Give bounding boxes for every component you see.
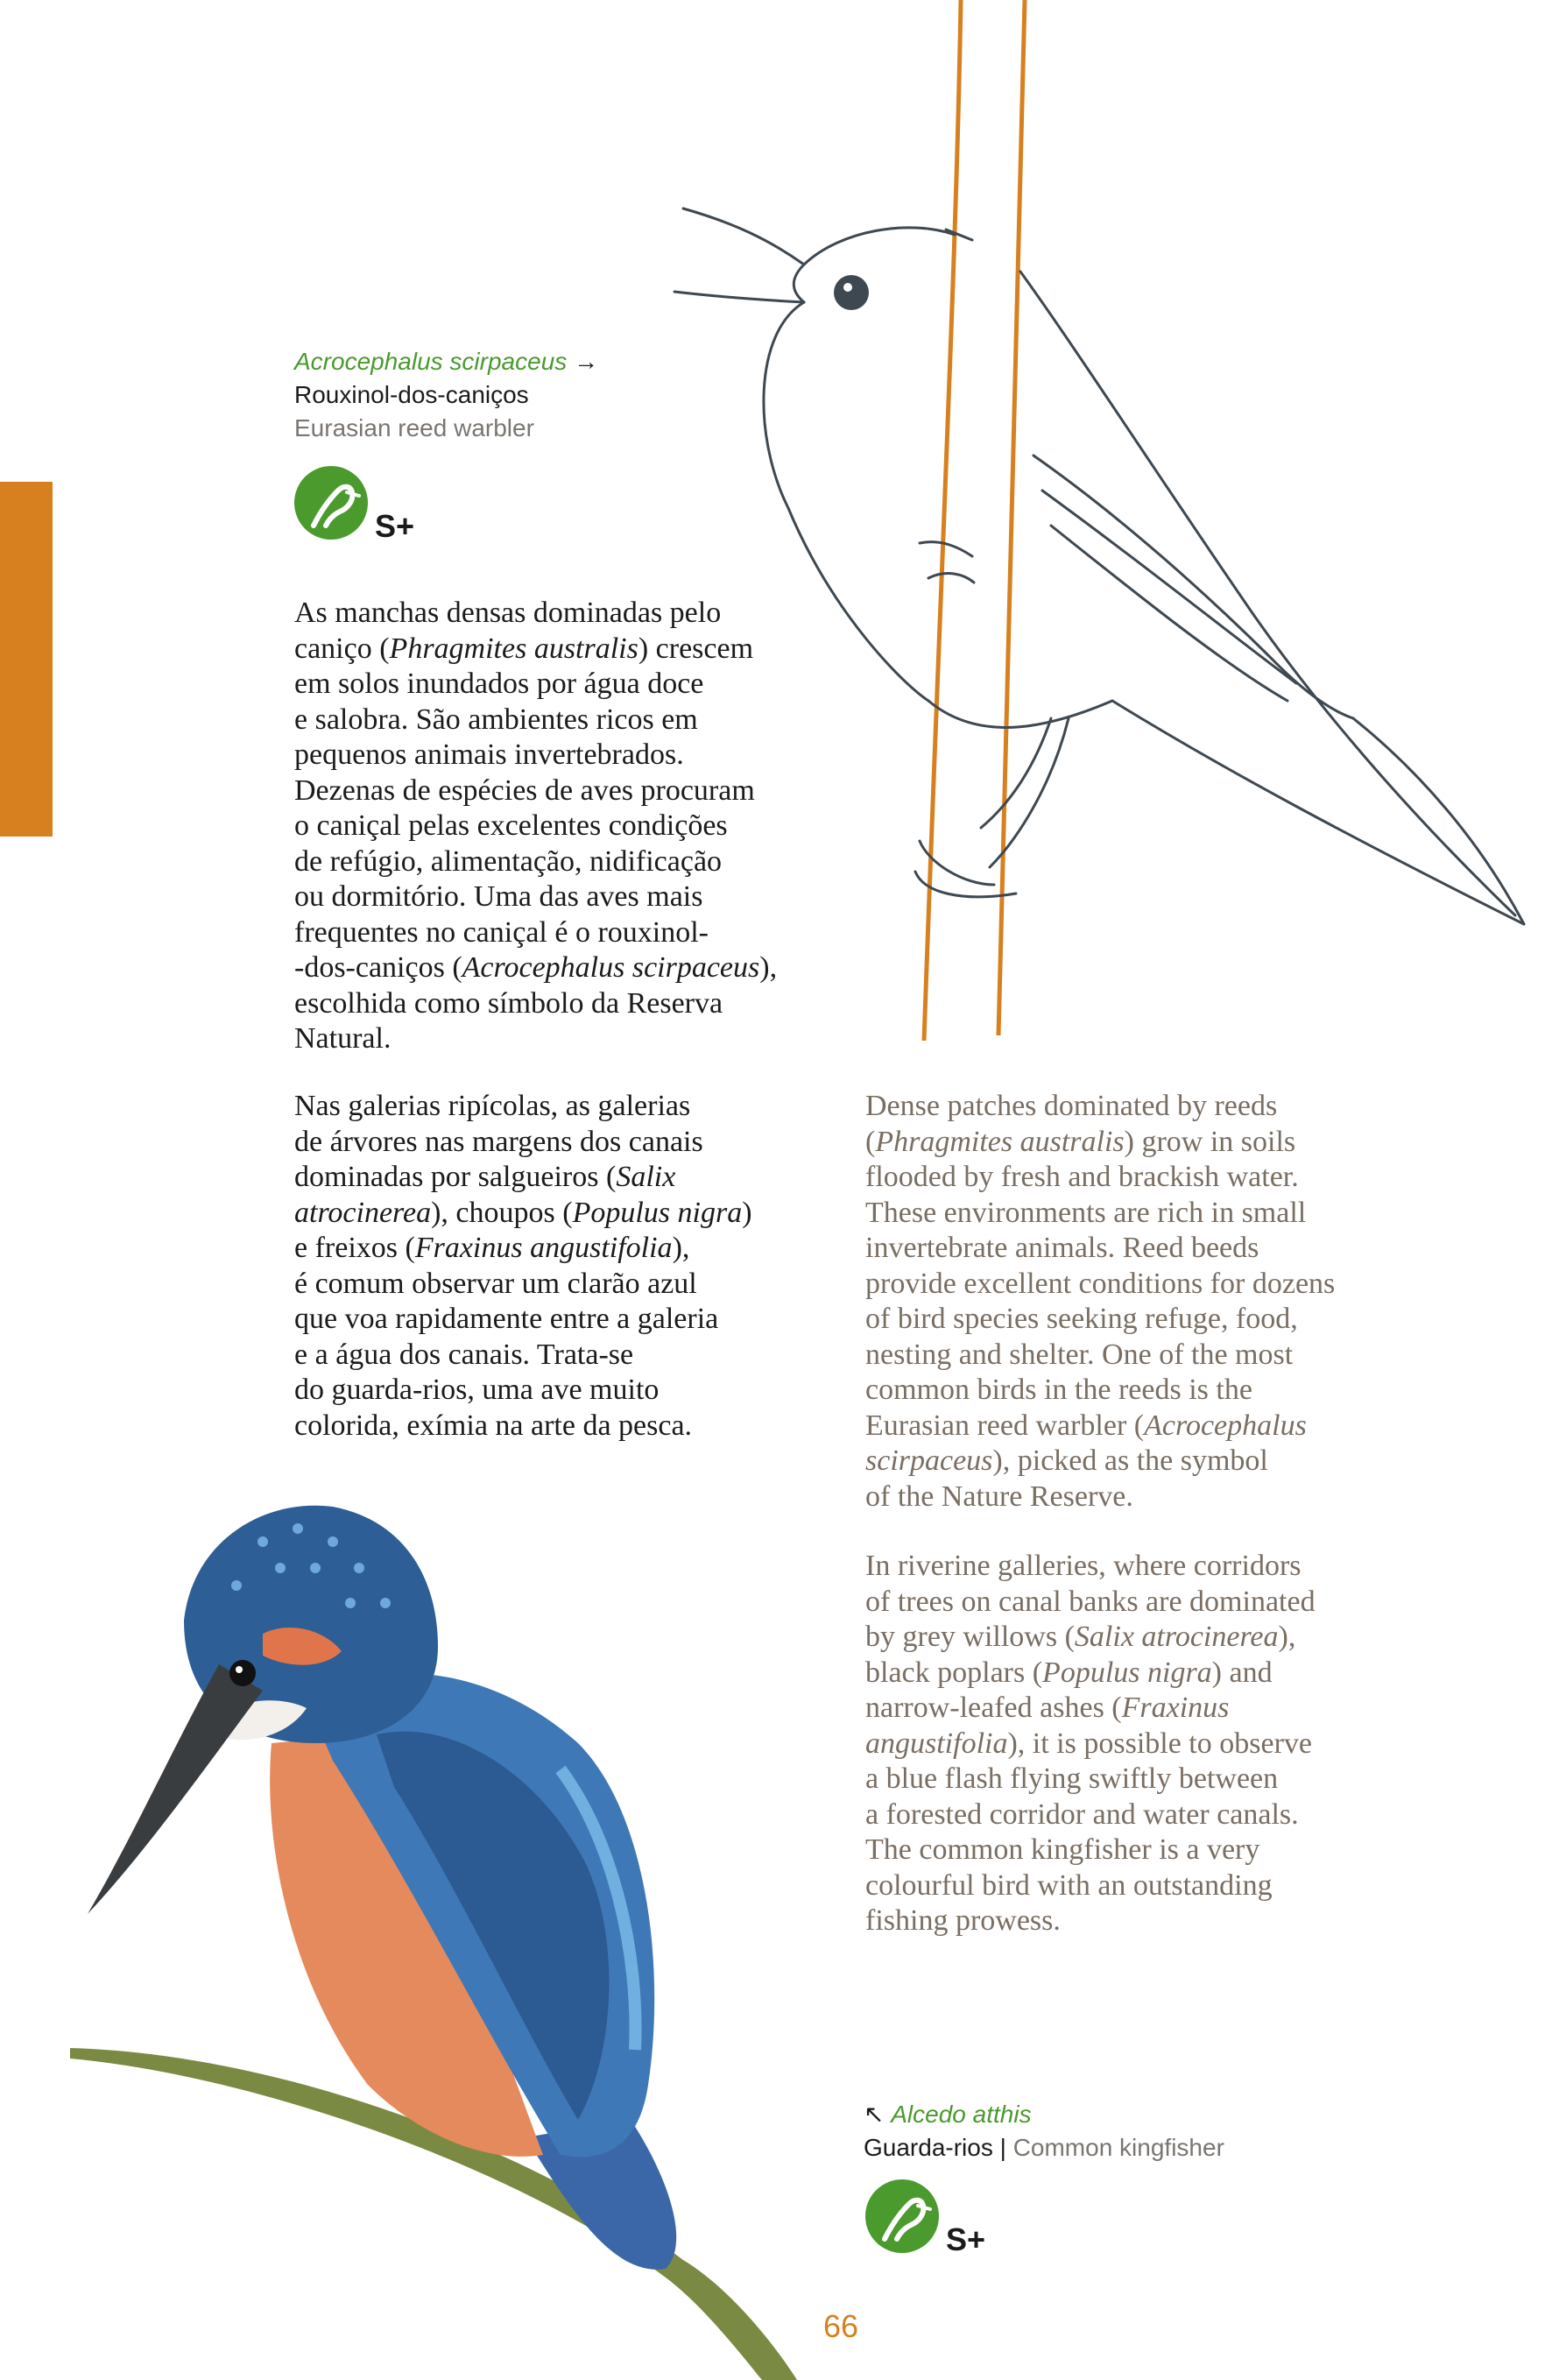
- warbler-english-name: Eurasian reed warbler: [294, 414, 534, 441]
- page-number: 66: [823, 2308, 859, 2344]
- text-run: ), it is possible to observe a blue flash flying swiftly between a forested corridor and water canals. The common kingfisher is a very colourful bird with an outstanding fishing prowess.: [865, 1727, 1312, 1937]
- text-run: Phragmites australis: [875, 1125, 1125, 1158]
- text-run: Fraxinus angustifolia: [865, 1691, 1230, 1760]
- text-run: ), escolhida como símbolo da Reserva Natural.: [294, 951, 778, 1055]
- stork-icon: [865, 2179, 939, 2253]
- text-run: Salix atrocinerea: [294, 1161, 676, 1229]
- stork-icon: [294, 466, 368, 540]
- text-run: ), picked as the symbol of the Nature Reserve.: [865, 1444, 1268, 1513]
- text-run: Phragmites australis: [389, 632, 638, 665]
- kingfisher-status-badge: [865, 2179, 986, 2257]
- text-run: ), é comum observar um clarão azul que voa rapidamente entre a galeria e a água dos canais. Trata-se do guarda-rios, uma ave muito colorida, exímia na arte da pesca.: [294, 1232, 719, 1442]
- text-run: In riverine galleries, where corridors of trees on canal banks are dominated by grey willows (: [865, 1550, 1316, 1653]
- warbler-status-label: S+: [375, 508, 415, 544]
- warbler-scientific-name: Acrocephalus scirpaceus: [294, 348, 568, 375]
- text-run: Populus nigra: [572, 1196, 743, 1229]
- text-run: Acrocephalus scirpaceus: [865, 1409, 1307, 1477]
- en-paragraph-2: [865, 1549, 1478, 1939]
- kingfisher-illustration: [0, 1489, 963, 2380]
- kingfisher-caption: [864, 2098, 1224, 2165]
- warbler-portuguese-name: Rouxinol-dos-caniços: [294, 381, 529, 408]
- pt-paragraph-1: [294, 596, 837, 1057]
- warbler-caption: [294, 345, 598, 445]
- en-paragraph-1: [865, 1089, 1478, 1515]
- text-run: ) crescem em solos inundados por água doce e salobra. São ambientes ricos em pequenos animais invertebrados. Dezenas de espécies de aves procuram o caniçal pelas excelentes condições de refúgio, alimentação, nidificação ou dormitório. Uma das aves mais frequentes no caniçal é o rouxinol- -dos-caniços (: [294, 632, 755, 984]
- text-run: ), black poplars (: [865, 1621, 1296, 1689]
- kingfisher-english-name: Common kingfisher: [1012, 2134, 1224, 2161]
- arrow-right-icon: →: [574, 348, 599, 375]
- text-run: Fraxinus angustifolia: [414, 1232, 673, 1264]
- text-run: Populus nigra: [1042, 1656, 1212, 1689]
- kingfisher-portuguese-name: Guarda-rios: [864, 2134, 993, 2161]
- text-run: ) grow in soils flooded by fresh and brackish water. These environments are rich in small invertebrate animals. Reed beeds provide excellent conditions for dozens of bird species seeking refuge, food, nesting and shelter. One of the most common birds in the reeds is the Eurasian reed warbler (: [865, 1125, 1336, 1442]
- kingfisher-status-label: S+: [946, 2221, 986, 2257]
- text-run: ) and narrow-leafed ashes (: [865, 1656, 1273, 1724]
- text-run: Salix atrocinerea: [1074, 1621, 1279, 1653]
- text-run: Dense patches dominated by reeds (: [865, 1090, 1278, 1158]
- name-separator: |: [999, 2134, 1006, 2161]
- warbler-status-badge: [294, 466, 415, 544]
- text-run: Acrocephalus scirpaceus: [462, 951, 760, 984]
- text-run: As manchas densas dominadas pelo caniço (: [294, 597, 722, 665]
- arrow-up-left-icon: ↖: [864, 2101, 885, 2128]
- kingfisher-scientific-name: Alcedo atthis: [891, 2101, 1032, 2128]
- text-run: Nas galerias ripícolas, as galerias de árvores nas margens dos canais dominadas por salgueiros (: [294, 1090, 703, 1193]
- text-run: ), choupos (: [431, 1196, 573, 1229]
- pt-paragraph-2: [294, 1089, 837, 1444]
- text-run: ) e freixos (: [294, 1196, 752, 1264]
